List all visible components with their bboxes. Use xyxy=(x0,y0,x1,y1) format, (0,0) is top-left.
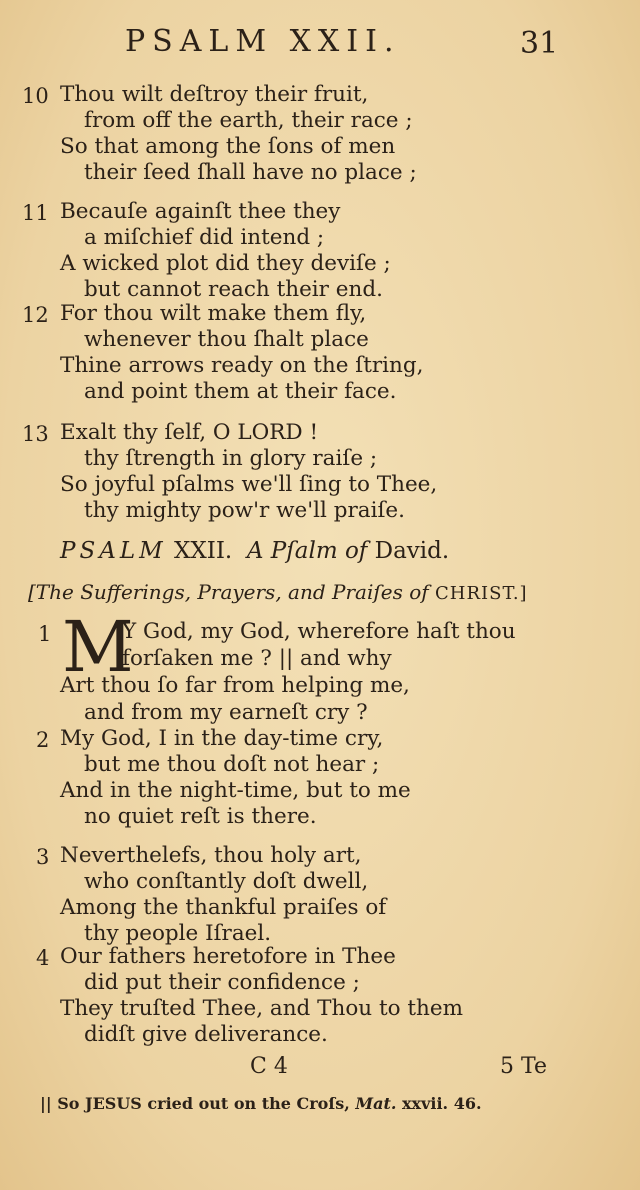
verse-line: Exalt thy ſelf, O LORD ! xyxy=(60,420,319,445)
psalm22-heading xyxy=(60,538,449,564)
verse-number: 3 xyxy=(36,845,50,869)
verse-line: Thou wilt deſtroy their fruit, xyxy=(60,82,369,107)
verse-line: who conſtantly doſt dwell, xyxy=(84,869,369,894)
verse-line: Art thou ſo far from helping me, xyxy=(60,673,410,698)
verse-line: from off the earth, their race ; xyxy=(84,108,413,133)
verse-line: Among the thankful praiſes of xyxy=(60,895,387,920)
verse-number: 11 xyxy=(22,201,49,225)
footnote xyxy=(40,1094,482,1113)
verse-line: didſt give deliverance. xyxy=(84,1022,328,1047)
footnote-ref: xxvii. 46. xyxy=(402,1094,482,1113)
psalm-author: David. xyxy=(374,538,450,564)
verse-line: They truſted Thee, and Thou to them xyxy=(60,996,463,1021)
drop-cap: M xyxy=(62,606,134,688)
verse-line: A wicked plot did they deviſe ; xyxy=(60,251,391,276)
verse-line: My God, I in the day-time cry, xyxy=(60,726,384,751)
verse-line: a miſchief did intend ; xyxy=(84,225,325,250)
verse-line: but me thou doſt not hear ; xyxy=(84,752,380,777)
verse-line: thy ſtrength in glory raiſe ; xyxy=(84,446,378,471)
verse-number: 12 xyxy=(22,303,49,327)
verse-line: For thou wilt make them fly, xyxy=(60,301,367,326)
verse-line: Thine arrows ready on the ſtring, xyxy=(60,353,424,378)
verse-line: did put their confidence ; xyxy=(84,970,360,995)
verse-number: 4 xyxy=(36,946,50,970)
psalm22-subtitle xyxy=(28,580,528,604)
signature-mark: C 4 xyxy=(250,1054,288,1079)
verse-line: So joyful pſalms we'll ſing to Thee, xyxy=(60,472,438,497)
subtitle-christ: CHRIST.] xyxy=(435,583,528,604)
verse-line: Neverthelefs, thou holy art, xyxy=(60,843,362,868)
psalm-attribution: A Pſalm of xyxy=(246,538,368,564)
verse-number: 10 xyxy=(22,84,49,108)
verse-line: forſaken me ? || and why xyxy=(122,646,392,671)
verse-line: no quiet reſt is there. xyxy=(84,804,317,829)
footnote-book: Mat. xyxy=(355,1094,397,1113)
verse-line: and point them at their face. xyxy=(84,379,397,404)
verse-line: thy people Iſrael. xyxy=(84,921,272,946)
verse-line: their ſeed ſhall have no place ; xyxy=(84,160,417,185)
subtitle-text: [The Sufferings, Prayers, and Praiſes of xyxy=(28,580,429,604)
psalm-word: PSALM xyxy=(60,538,167,564)
verse-line: And in the night-time, but to me xyxy=(60,778,411,803)
verse-line: So that among the ſons of men xyxy=(60,134,396,159)
psalm-numeral: XXII. xyxy=(173,538,233,564)
verse-line: whenever thou ſhalt place xyxy=(84,327,369,352)
verse-line: Becauſe againſt thee they xyxy=(60,199,341,224)
verse-line: but cannot reach their end. xyxy=(84,277,383,302)
verse-line: thy mighty pow'r we'll praiſe. xyxy=(84,498,405,523)
running-header: PSALM XXII. xyxy=(125,24,401,59)
page-number: 31 xyxy=(520,26,559,61)
footnote-text: || So JESUS cried out on the Croſs, xyxy=(40,1094,350,1113)
verse-number: 13 xyxy=(22,422,49,446)
verse-number: 1 xyxy=(38,622,52,646)
verse-line: Y God, my God, wherefore haſt thou xyxy=(122,619,516,644)
verse-line: and from my earneſt cry ? xyxy=(84,700,368,725)
catchword: 5 Te xyxy=(500,1054,547,1079)
verse-line: Our fathers heretofore in Thee xyxy=(60,944,396,969)
verse-number: 2 xyxy=(36,728,50,752)
